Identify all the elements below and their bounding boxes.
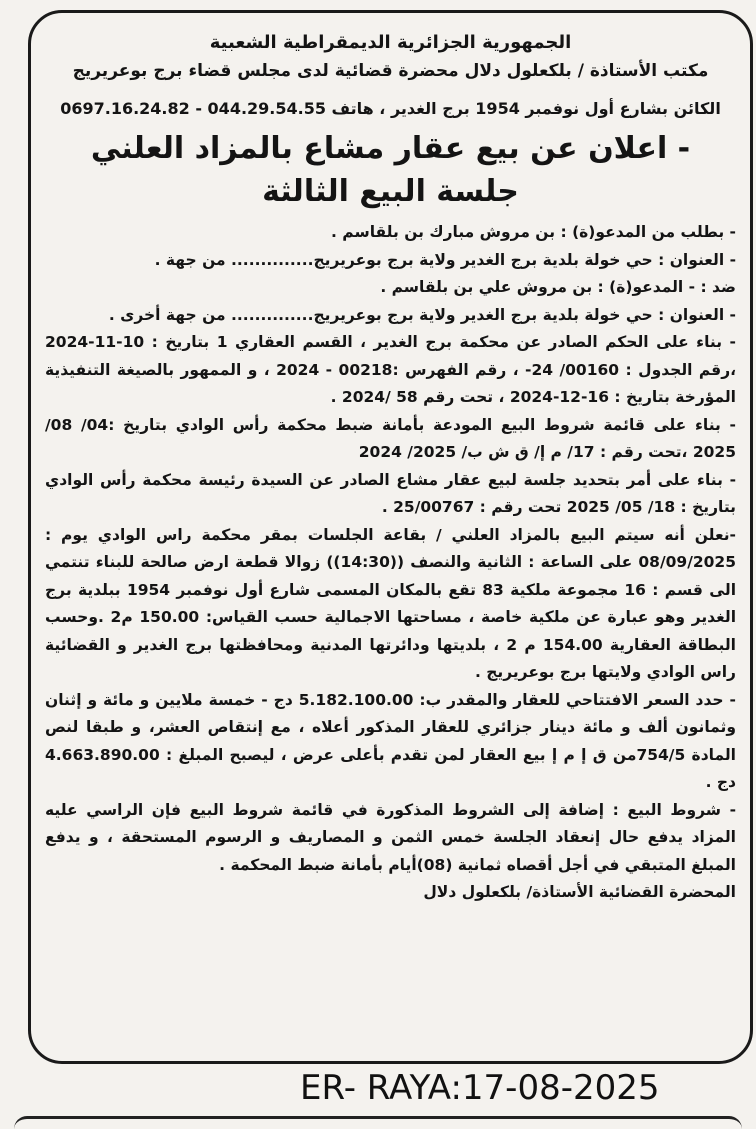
office-heading: مكتب الأستاذة / بلكعلول دلال محضرة قضائية لدى مجلس قضاء برج بوعريريج — [72, 61, 709, 81]
paragraph-opening-price: - حدد السعر الافتتاحي للعقار والمقدر ب: 5.182.100.00 دج - خمسة ملايين و مائة و إثنان وثمانون ألف و مائة دينار جزائري للعقار المذكور أعلاه ، مع إنتقاص العشر، و طبقا لنص المادة 754/5من ق إ م إ بيع العقار لمن تقدم بأعلى عرض ، ليصبح المبلغ : 4.663.890.00 دج . — [45, 690, 736, 791]
paragraph-defendant: ضد : - المدعو(ة) : بن مروش علي بن بلقاسم . — [380, 278, 736, 296]
announcement-body — [45, 219, 736, 907]
bailiff-signature: المحضرة القضائية الأستاذة/ بلكعلول دلال — [423, 883, 736, 901]
paragraph-auction-notice: -نعلن أنه سيتم البيع بالمزاد العلني / بقاعة الجلسات بمقر محكمة راس الوادي يوم : 08/09/2025 على الساعة : الثانية والنصف ((14:30)) زوالا قطعة ارض صالحة للبناء تنتمي الى قسم : 16 مجموعة ملكية 83 تقع بالمكان المسمى شارع أول نوفمبر 1954 ببلدية برج الغدير وهو عبارة عن ملكية خاصة ، مساحتها الاجمالية حسب القياس: 150.00 م2 .وحسب البطاقة العقارية 154.00 م 2 ، بلديتها ودائرتها المدنية ومحافظتها برج الغدير و القضائية راس الوادي ولايتها برج بوعريريج . — [45, 525, 737, 681]
announcement-content — [31, 13, 750, 1061]
paragraph-sale-conditions-list: - بناء على قائمة شروط البيع المودعة بأمانة ضبط محكمة رأس الوادي بتاريخ :04/ 08/ 2025 ،تحت رقم : 17/ م إ/ ق ش ب/ 2025/ 2024 — [45, 415, 736, 461]
office-address: الكائن بشارع أول نوفمبر 1954 برج الغدير ، هاتف 044.29.54.55 - 0697.16.24.82 — [60, 99, 721, 118]
announcement-title: - اعلان عن بيع عقار مشاع بالمزاد العلني — [90, 131, 691, 166]
paragraph-judgment: - بناء على الحكم الصادر عن محكمة برج الغدير ، القسم العقاري 1 بتاريخ : 10-11-2024 ،رقم الجدول : 00160/ 24- ، رقم الفهرس :00218 - 2024 ، و الممهور بالصيغة التنفيذية المؤرخة بتاريخ : 16-12-2024 ، تحت رقم 58 /2024 . — [45, 333, 737, 406]
announcement-frame — [28, 10, 753, 1064]
next-ad-border — [14, 1116, 742, 1129]
paragraph-defendant-address: - العنوان : حي خولة بلدية برج الغدير ولاية برج بوعريريج.............. من جهة أخرى . — [108, 305, 736, 324]
paragraph-plaintiff: - بطلب من المدعو(ة) : بن مروش مبارك بن بلقاسم . — [331, 223, 736, 241]
session-title: جلسة البيع الثالثة — [262, 174, 519, 209]
republic-heading: الجمهورية الجزائرية الديمقراطية الشعبية — [209, 32, 572, 53]
paragraph-sale-terms: - شروط البيع : إضافة إلى الشروط المذكورة في قائمة شروط البيع فإن الراسي عليه المزاد يدفع حال إنعقاد الجلسة خمس الثمن و المصاريف و الرسوم المستحقة ، و يدفع المبلغ المتبقي في أجل أقصاه ثمانية (08)أيام بأمانة ضبط المحكمة . — [45, 800, 736, 874]
paragraph-session-order: - بناء على أمر بتحديد جلسة لبيع عقار مشاع الصادر عن السيدة رئيسة محكمة رأس الوادي بتاريخ : 18/ 05/ 2025 تحت رقم : 25/00767 . — [45, 470, 736, 516]
paragraph-plaintiff-address: - العنوان : حي خولة بلدية برج الغدير ولاية برج بوعريريج.............. من جهة . — [154, 250, 736, 269]
newspaper-date-stamp: ER- RAYA:17-08-2025 — [300, 1068, 660, 1108]
